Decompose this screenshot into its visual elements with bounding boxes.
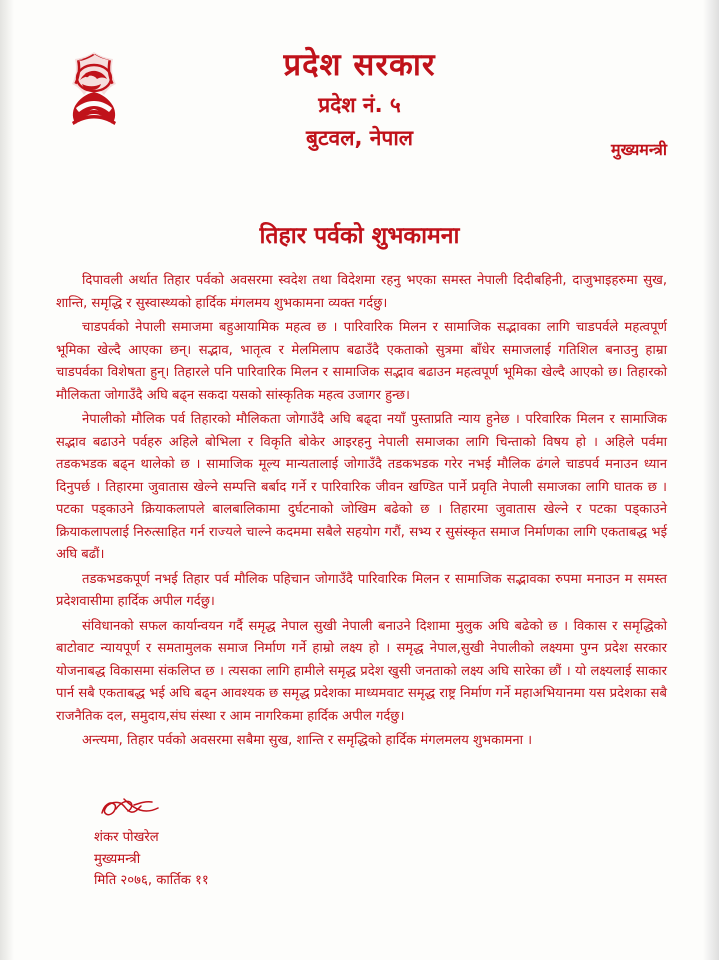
paragraph: चाडपर्वको नेपाली समाजमा बहुआयामिक महत्व छ । पारिवारिक मिलन र सामाजिक सद्भावका लागि चाडपर्वले महत्वपूर्ण भूमिका खेल्दै आएका छन्। सद्भाव, भातृत्व र मेलमिलाप बढाउँदै एकताको सुत्रमा बाँधेर समाजलाई गतिशिल बनाउनु हाम्रा चाडपर्वका विशेषता हुन्। तिहारले पनि पारिवारिक मिलन र सामाजिक सद्भाव बढाउन महत्वपूर्ण भूमिका खेल्दै आएको छ। तिहारको मौलिकता जोगाउँदै अघि बढ्न सकदा यसको सांस्कृतिक महत्व उजागर हुन्छ। bbox=[56, 320, 667, 403]
handwritten-signature-icon bbox=[94, 787, 244, 827]
paragraph: तडकभडकपूर्ण नभई तिहार पर्व मौलिक पहिचान जोगाउँदै पारिवारिक मिलन र सामाजिक सद्भावका रुपमा मनाउन म समस्त प्रदेशवासीमा हार्दिक अपील गर्दछु। bbox=[56, 571, 667, 610]
letter-body bbox=[34, 270, 685, 753]
paragraph: दिपावली अर्थात तिहार पर्वको अवसरमा स्वदेश तथा विदेशमा रहनु भएका समस्त नेपाली दिदीबहिनी, दाजुभाइहरुमा सुख, शान्ति, समृद्धि र सुस्वास्थ्यको हार्दिक मंगलमय शुभकामना व्यक्त गर्दछु। bbox=[56, 273, 667, 311]
nepal-government-emblem-icon bbox=[52, 48, 136, 132]
province-number: प्रदेश नं. ५ bbox=[318, 92, 401, 117]
letter-date: मिति २०७६, कार्तिक ११ bbox=[94, 873, 209, 889]
signature-block bbox=[34, 787, 685, 892]
letterhead bbox=[34, 26, 685, 166]
office-label: मुख्यमन्त्री bbox=[611, 140, 667, 159]
paragraph: नेपालीको मौलिक पर्व तिहारको मौलिकता जोगाउँदै अघि बढ्दा नयाँ पुस्ताप्रति न्याय हुनेछ । परिवारिक मिलन र सामाजिक सद्भाव बढाउने पर्वहरु अहिले बोभिला र विकृति बोकेर आइरहनु नेपाली समाजका लागि चिन्ताको विषय हो । अहिले पर्वमा तडकभडक बढ्न थालेको छ । सामाजिक मूल्य मान्यतालाई जोगाउँदै तडकभडक गरेर नभई मौलिक ढंगले चाडपर्व मनाउन ध्यान दिनुपर्छ । तिहारमा जुवातास खेल्ने सम्पत्ति बर्बाद गर्ने र पारिवारिक जीवन खण्डित पार्ने प्रवृति नेपाली समाजका लागि घातक छ । पटका पड्काउने क्रियाकलापले बालबालिकामा दुर्घटनाको जोखिम बढेको छ । तिहारमा जुवातास खेल्ने र पटका पड्काउने क्रियाकलापलाई निरुत्साहित गर्न राज्यले चाल्ने कदममा सबैले सहयोग गरौं, सभ्य र सुसंस्कृत समाज निर्माणका लागि एकताबद्ध भई अघि बढौं। bbox=[56, 412, 667, 563]
paragraph: संविधानको सफल कार्यान्वयन गर्दै समृद्ध नेपाल सुखी नेपाली बनाउने दिशामा मुलुक अघि बढेको छ । विकास र समृद्धिको बाटोवाट न्यायपूर्ण र समतामुलक समाज निर्माण गर्ने हाम्रो लक्ष्य हो । समृद्ध नेपाल,सुखी नेपालीको लक्ष्यमा पुग्न प्रदेश सरकार योजनाबद्ध विकासमा संकलिप्त छ । त्यसका लागि हामीले समृद्ध प्रदेश खुसी जनताको लक्ष्य अघि सारेका छौं । यो लक्ष्यलाई साकार पार्न सबै एकताबद्ध भई अघि बढ्न आवश्यक छ समृद्ध प्रदेशका माध्यमवाट समृद्ध राष्ट्र निर्माण गर्ने महाअभियानमा यस प्रदेशका सबै राजनैतिक दल, समुदाय,संघ संस्था र आम नागरिकमा हार्दिक अपील गर्दछु। bbox=[56, 618, 667, 724]
page-title: तिहार पर्वको शुभकामना bbox=[259, 223, 460, 249]
paragraph: अन्त्यमा, तिहार पर्वको अवसरमा सबैमा सुख, शान्ति र समृद्धिको हार्दिक मंगलमलय शुभकामना । bbox=[82, 733, 533, 749]
office-location: बुटवल, नेपाल bbox=[305, 125, 414, 150]
signatory-name: शंकर पोखरेल bbox=[94, 829, 159, 845]
signatory-designation: मुख्यमन्त्री bbox=[94, 851, 141, 867]
government-title: प्रदेश सरकार bbox=[283, 47, 436, 83]
